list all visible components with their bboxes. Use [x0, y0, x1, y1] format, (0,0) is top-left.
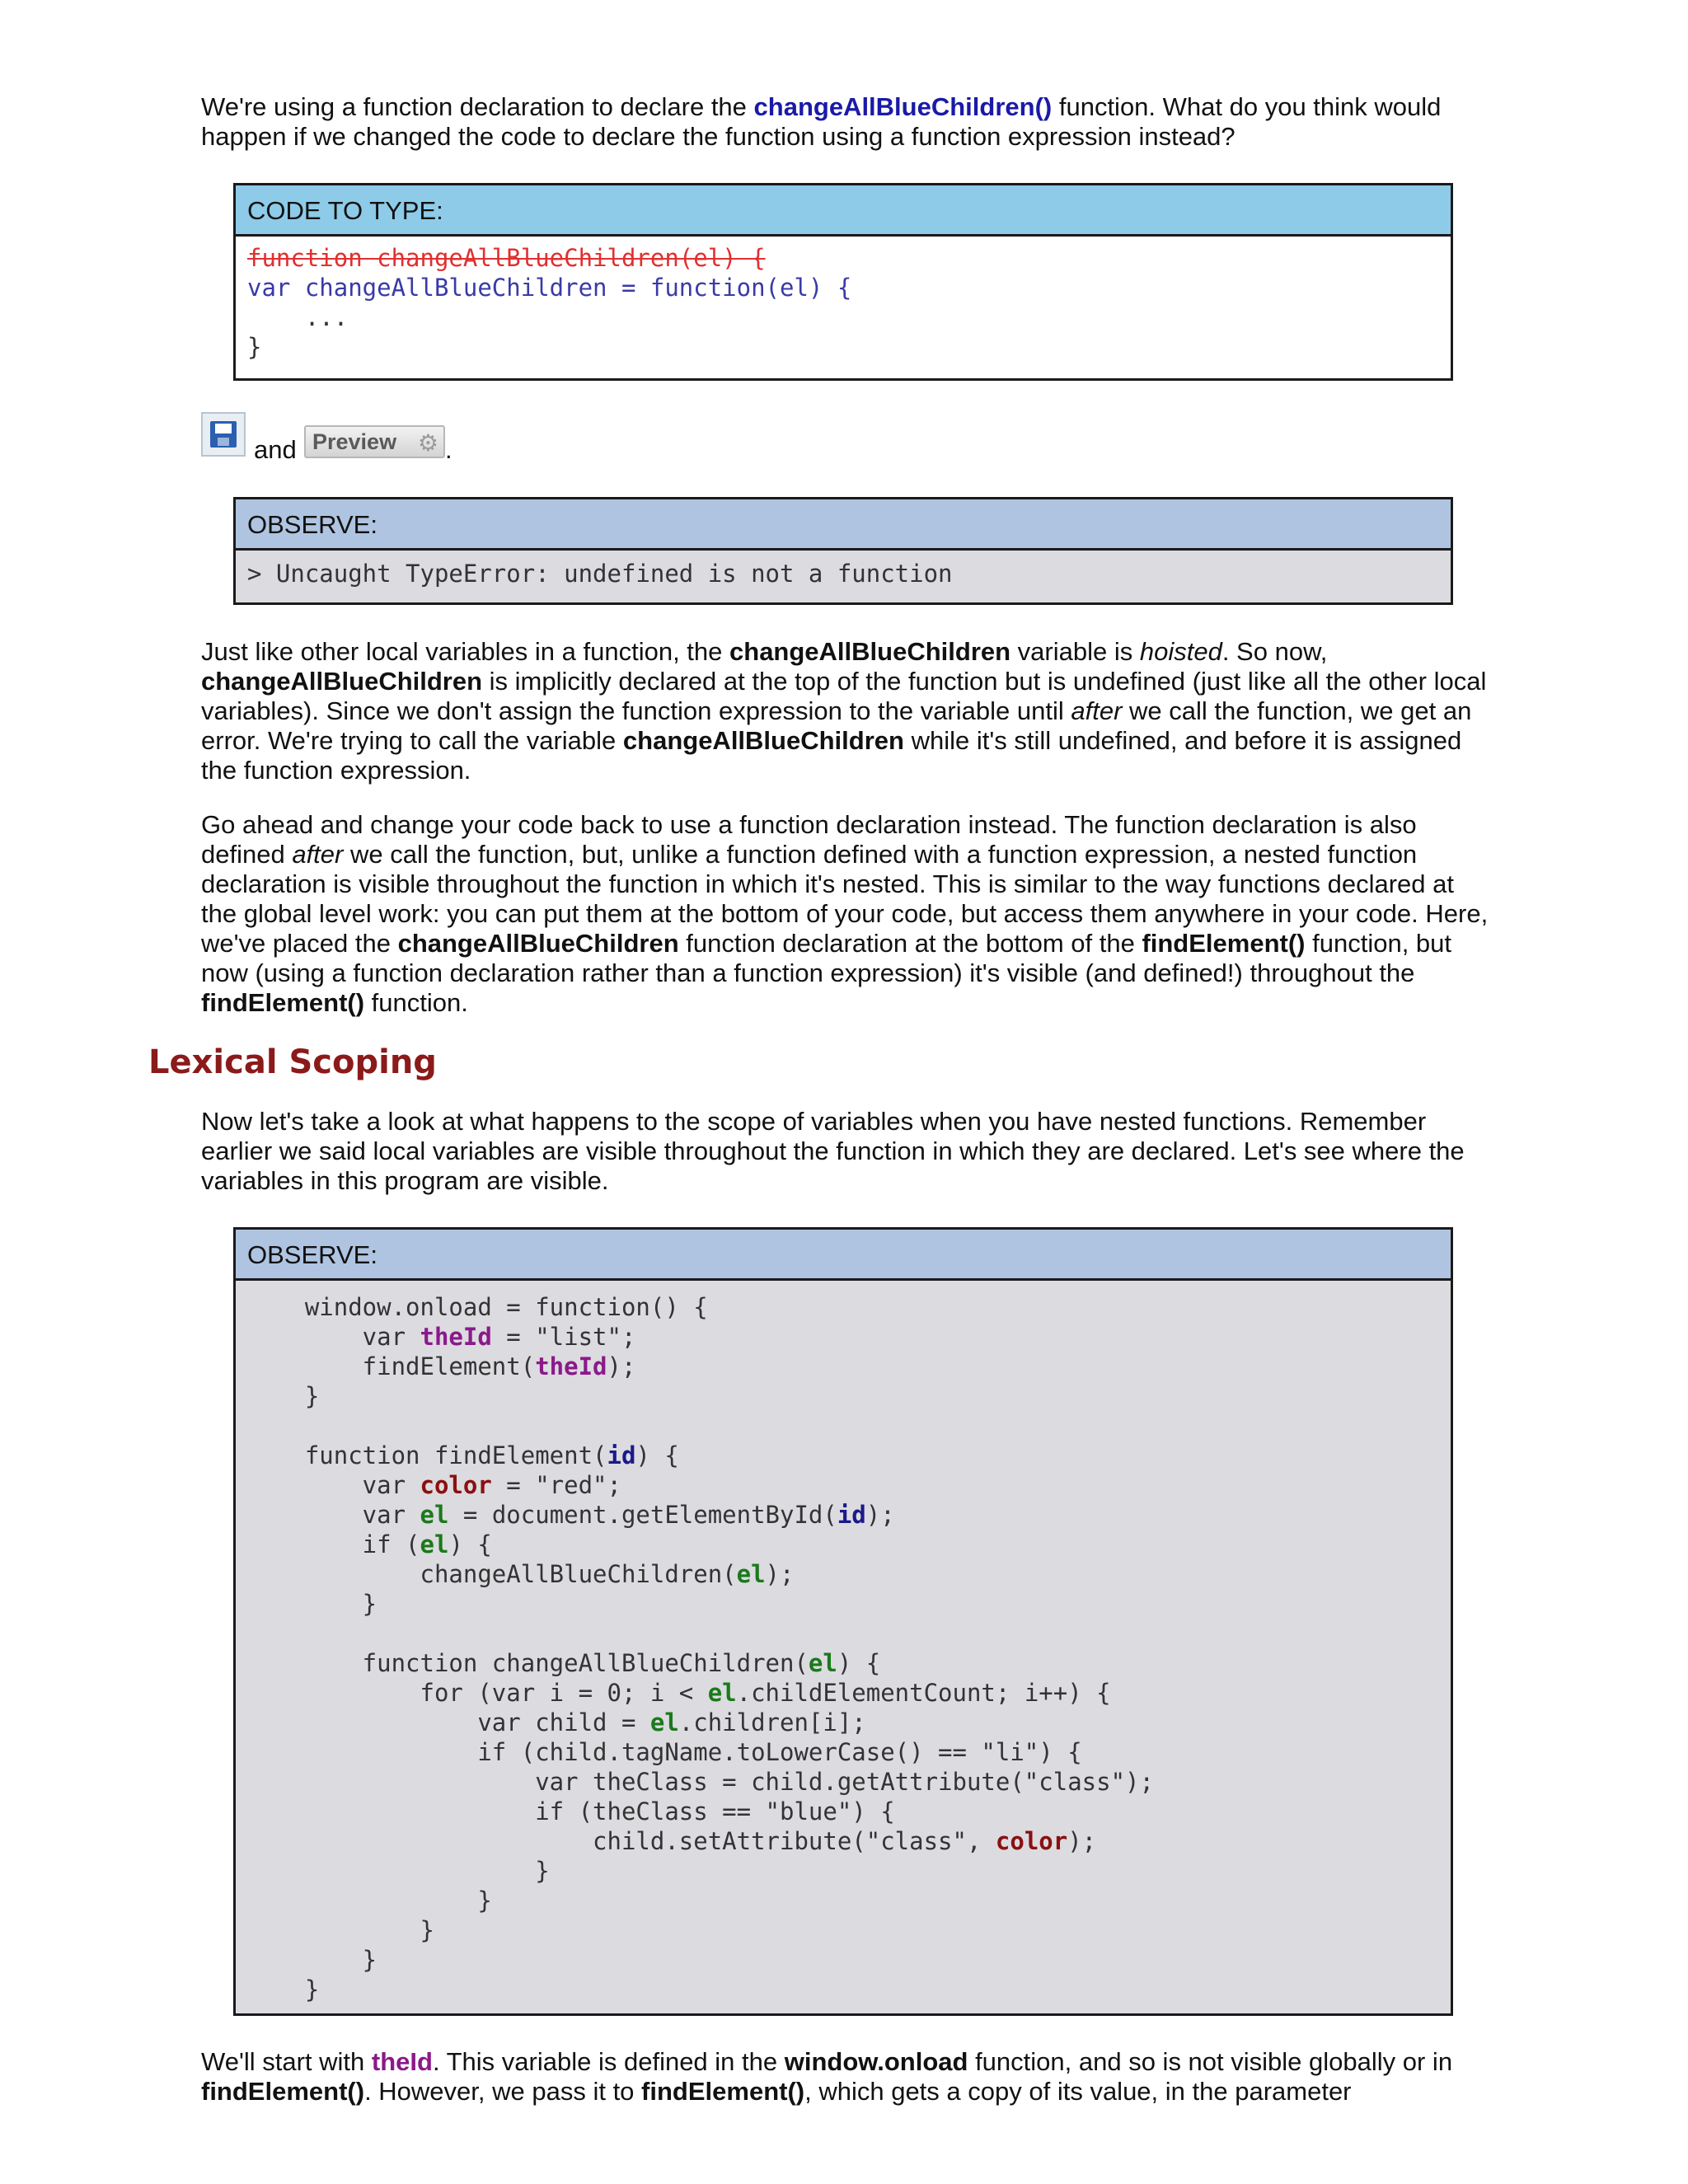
- period-text: .: [445, 435, 452, 464]
- intro-text-2: function. What do you think would happen if we changed the code to declare the function using a function expression instead?: [201, 92, 1449, 151]
- save-icon[interactable]: [201, 412, 246, 457]
- var-el: el: [420, 1501, 449, 1529]
- var-color: color: [420, 1471, 492, 1499]
- go-ahead-paragraph: Go ahead and change your code back to use a function declaration instead. The function declaration is also defined after we call the function, but, unlike a function defined with a function expression, a nested function declaration is visible throughout the function in which it's nested. This is similar to the way functions declared at the global level work: you can put them at the bottom of your code, but access them anywhere in your code. Here, we've placed the changeAllBlueChildren function declaration at the bottom of the findElement() function, but now (using a function declaration rather than a function expression) it's visible (and defined!) throughout the findElement() function.: [201, 810, 1495, 1017]
- lexical-intro-paragraph: Now let's take a look at what happens to the scope of variables when you have nested functions. Remember earlier we said local variables are visible throughout the function in which they are declared. Let's see where the variables in this program are visible.: [201, 1107, 1465, 1195]
- preview-button[interactable]: [304, 425, 445, 458]
- gear-icon: ⚙: [417, 430, 438, 456]
- code-ellipsis-line: ...: [247, 303, 349, 331]
- code-to-type-header: CODE TO TYPE:: [236, 185, 1451, 237]
- code-closing-brace: }: [247, 333, 262, 361]
- code-to-type-body: [236, 237, 1451, 370]
- intro-function-name: changeAllBlueChildren(): [753, 92, 1053, 121]
- intro-text-1: We're using a function declaration to declare the: [201, 92, 754, 121]
- preview-button-label: Preview: [312, 429, 397, 454]
- observe-code-body: [236, 1281, 1451, 2013]
- removed-code-line: function changeAllBlueChildren(el) {: [247, 244, 766, 272]
- observe-error-box: [233, 497, 1453, 605]
- code-to-type-box: [233, 183, 1453, 381]
- hoisted-paragraph: Just like other local variables in a function, the changeAllBlueChildren variable is hoisted. So now, changeAllBlueChildren is implicitly declared at the top of the function but is undefined (just like all the other local variables). Since we don't assign the function expression to the variable until after we call the function, we get an error. We're trying to call the variable changeAllBlueChildren while it's still undefined, and before it is assigned the function expression.: [201, 637, 1493, 785]
- and-text: and: [254, 435, 297, 464]
- error-message-line: > Uncaught TypeError: undefined is not a function: [247, 560, 953, 588]
- observe-code-header: OBSERVE:: [236, 1230, 1451, 1281]
- code-to-type-code: [247, 243, 1439, 362]
- new-code-line: var changeAllBlueChildren = function(el) {: [247, 274, 852, 302]
- intro-paragraph: [201, 92, 1495, 152]
- scope-example-code: window.onload = function() { var theId = "list"; findElement(theId); } function findElement(id) { var color = "red"; var el = document.getElementById(id); if (el) { changeAllBlueChildren(el); } function changeAllBlueChildren(el) { for (var i = 0; i < el.childElementCount; i++) { var child = el.children[i]; if (child.tagName.toLowerCase() == "li") { var theClass = child.getAttribute("class"); if (theClass == "blue") { child.setAttribute("class", color); } } } } }: [247, 1293, 1154, 2004]
- disk-shape: [210, 421, 237, 448]
- section-heading: Lexical Scoping: [148, 1043, 437, 1081]
- param-id: id: [607, 1441, 636, 1469]
- var-theId: theId: [420, 1323, 492, 1351]
- final-paragraph: We'll start with theId. This variable is defined in the window.onload function, and so is not visible globally or in findElement(). However, we pass it to findElement(), which gets a copy of its value, in the parameter: [201, 2047, 1460, 2106]
- observe-error-header: OBSERVE:: [236, 499, 1451, 551]
- observe-code-box: [233, 1227, 1453, 2016]
- observe-error-body: [236, 551, 1451, 602]
